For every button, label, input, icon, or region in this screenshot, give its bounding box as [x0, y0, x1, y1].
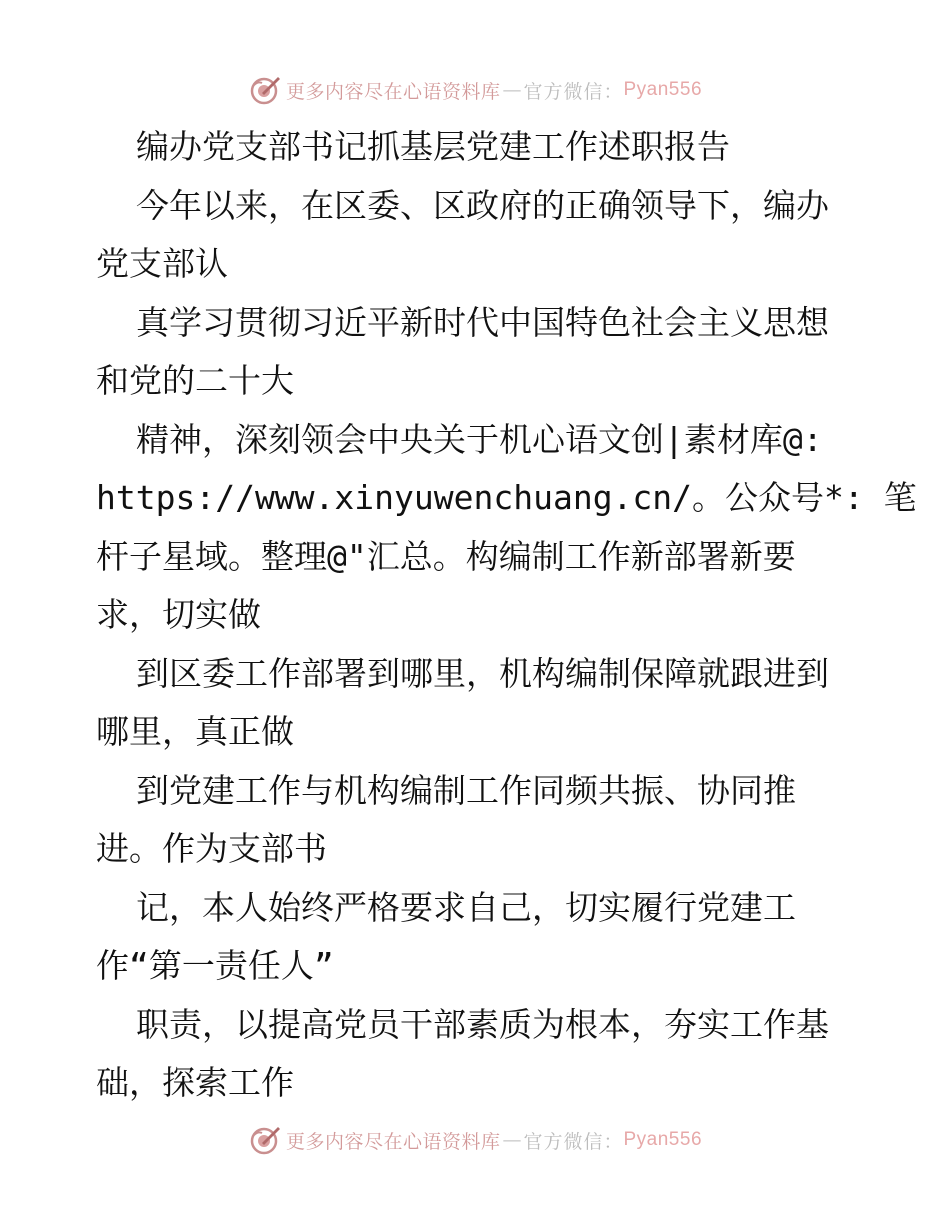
text-line: 今年以来，在区委、区政府的正确领导下，编办: [136, 185, 829, 225]
text-line: 真学习贯彻习近平新时代中国特色社会主义思想: [136, 302, 829, 342]
text-line: 党支部认: [96, 244, 228, 283]
text-line: 到党建工作与机构编制工作同频共振、协同推: [136, 770, 796, 810]
text-line: 哪里，真正做: [96, 712, 294, 751]
text-line: 础，探索工作: [96, 1063, 294, 1102]
watermark-wechat-label: 官方微信：: [523, 1130, 624, 1153]
text-line: 求，切实做: [96, 595, 261, 634]
text-line: 精神，深刻领会中央关于机心语文创|素材库@:: [136, 419, 823, 459]
watermark-wechat-id: Pyan556: [623, 79, 703, 100]
text-line: 和党的二十大: [96, 361, 294, 400]
text-line: 作“第一责任人”: [96, 946, 334, 985]
watermark-wechat-id: Pyan556: [623, 1129, 703, 1150]
text-line: 职责，以提高党员干部素质为根本，夯实工作基: [136, 1004, 829, 1044]
text-line: 杆子星域。整理@"汇总。构编制工作新部署新要: [96, 536, 796, 576]
text-line: 到区委工作部署到哪里，机构编制保障就跟进到: [136, 653, 829, 693]
quill-seal-icon: [248, 1123, 282, 1157]
text-line-url: https://www.xinyuwenchuang.cn/。公众号*: 笔: [96, 478, 917, 517]
text-line: 记，本人始终严格要求自己，切实履行党建工: [136, 887, 796, 927]
quill-seal-icon: [248, 73, 282, 107]
watermark-banner-top: [0, 70, 950, 110]
text-line: 进。作为支部书: [96, 829, 327, 868]
watermark-separator: —: [502, 1129, 522, 1151]
document-body: [96, 118, 917, 1113]
watermark-wechat-label: 官方微信：: [523, 80, 624, 103]
watermark-site-text: 更多内容尽在心语资料库: [285, 80, 501, 103]
watermark-banner-bottom: [0, 1120, 950, 1160]
watermark-site-text: 更多内容尽在心语资料库: [285, 1130, 501, 1153]
document-title: 编办党支部书记抓基层党建工作述职报告: [136, 127, 730, 166]
watermark-separator: —: [502, 79, 522, 101]
